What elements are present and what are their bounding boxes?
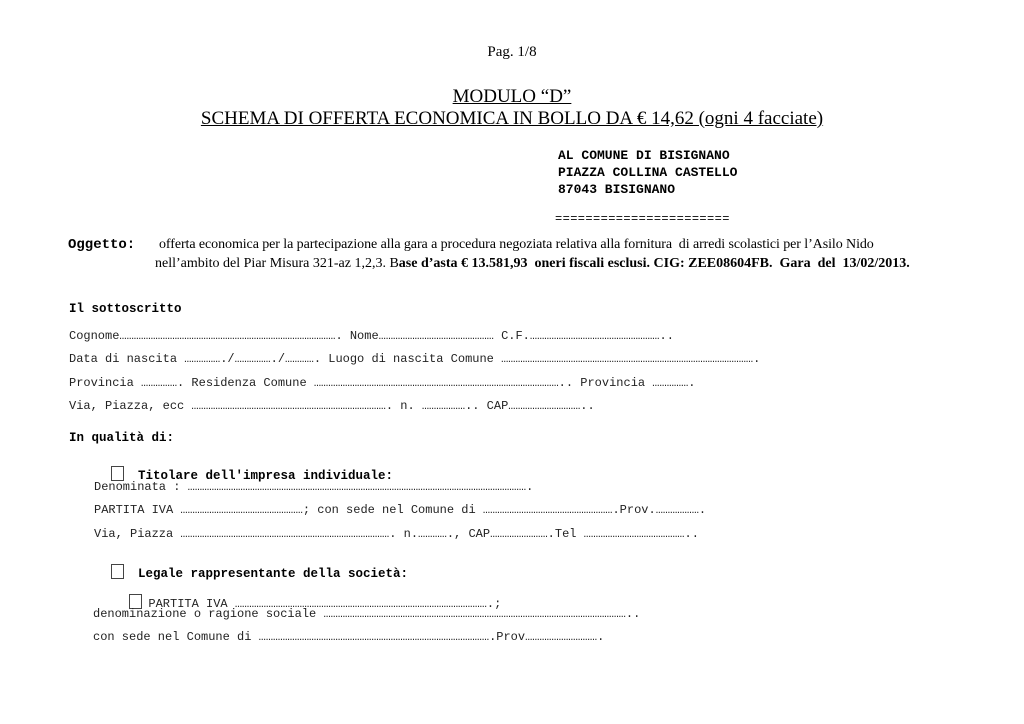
signer-fields [69,325,760,418]
societa-sede-field[interactable]: con sede nel Comune di …………………………………………………………………………………….Prov…………………………. [93,630,605,645]
titolare-label: Titolare dell'impresa individuale: [138,469,394,483]
recipient-line-3: 87043 BISIGNANO [558,182,676,197]
legale-checkbox[interactable] [111,564,124,579]
titolare-indirizzo-field[interactable]: Via, Piazza ……………………………………………………………………………. n.…………., CAP…………………….Tel …………………………………….. [94,526,699,541]
form-title: MODULO “D” [452,86,572,107]
recipient-line-1: AL COMUNE DI BISIGNANO [558,148,730,163]
societa-fields [93,603,640,650]
cognome-nome-cf-field[interactable]: Cognome………………………………………………………………………………. Nome………………………………………… C.F.……………………………………………….. [69,329,674,343]
titolare-fields [94,476,706,546]
separator-line: ======================= [555,212,730,226]
denominata-field[interactable]: Denominata : ……………………………………………………………………………………………………………………………. [94,480,534,494]
subject-line-2 [155,256,910,272]
titolare-piva-field[interactable]: PARTITA IVA ……………………………………………; con sede nel Comune di ……………………………………………….Prov.………………. [94,503,707,518]
capacity-heading: In qualità di: [69,431,175,445]
form-subtitle: SCHEMA DI OFFERTA ECONOMICA IN BOLLO DA € 14,62 (ogni 4 facciate) [200,108,824,129]
recipient-line-2: PIAZZA COLLINA CASTELLO [558,165,738,180]
nascita-field[interactable]: Data di nascita ……………./……………./…………. Luogo di nascita Comune ……………………………………………………………………………………………. [69,352,761,367]
legale-label: Legale rappresentante della società: [138,567,409,581]
subject-line-1: offerta economica per la partecipazione alla gara a procedura negoziata relativa alla fornitura di arredi scolastici per l’Asilo Nido [159,237,874,252]
page-number: Pag. 1/8 [487,44,537,60]
signer-heading: Il sottoscritto [69,302,182,316]
subject-label: Oggetto: [68,237,136,253]
option-legale-rappresentante[interactable] [96,550,408,581]
ragione-sociale-field[interactable]: denominazione o ragione sociale ……………………………………………………………………………………………………………….. [93,607,641,621]
residenza-field[interactable]: Provincia ……………. Residenza Comune ………………………………………………………………………………………….. Provincia ……………. [69,375,696,390]
indirizzo-field[interactable]: Via, Piazza, ecc ………………………………………………………………………. n. ……………….. CAP………………………….. [69,398,595,413]
subject-text-bold: ase d’asta € 13.581,93 oneri fiscali esclusi. CIG: ZEE08604FB. Gara del 13/02/2013. [398,256,910,271]
societa-piva-field[interactable]: PARTITA IVA …………………………………………………………………………………………….; [148,597,502,611]
subject-text-plain: nell’ambito del Piar Misura 321-az 1,2,3. B [155,256,399,271]
recipient-block [558,147,737,198]
